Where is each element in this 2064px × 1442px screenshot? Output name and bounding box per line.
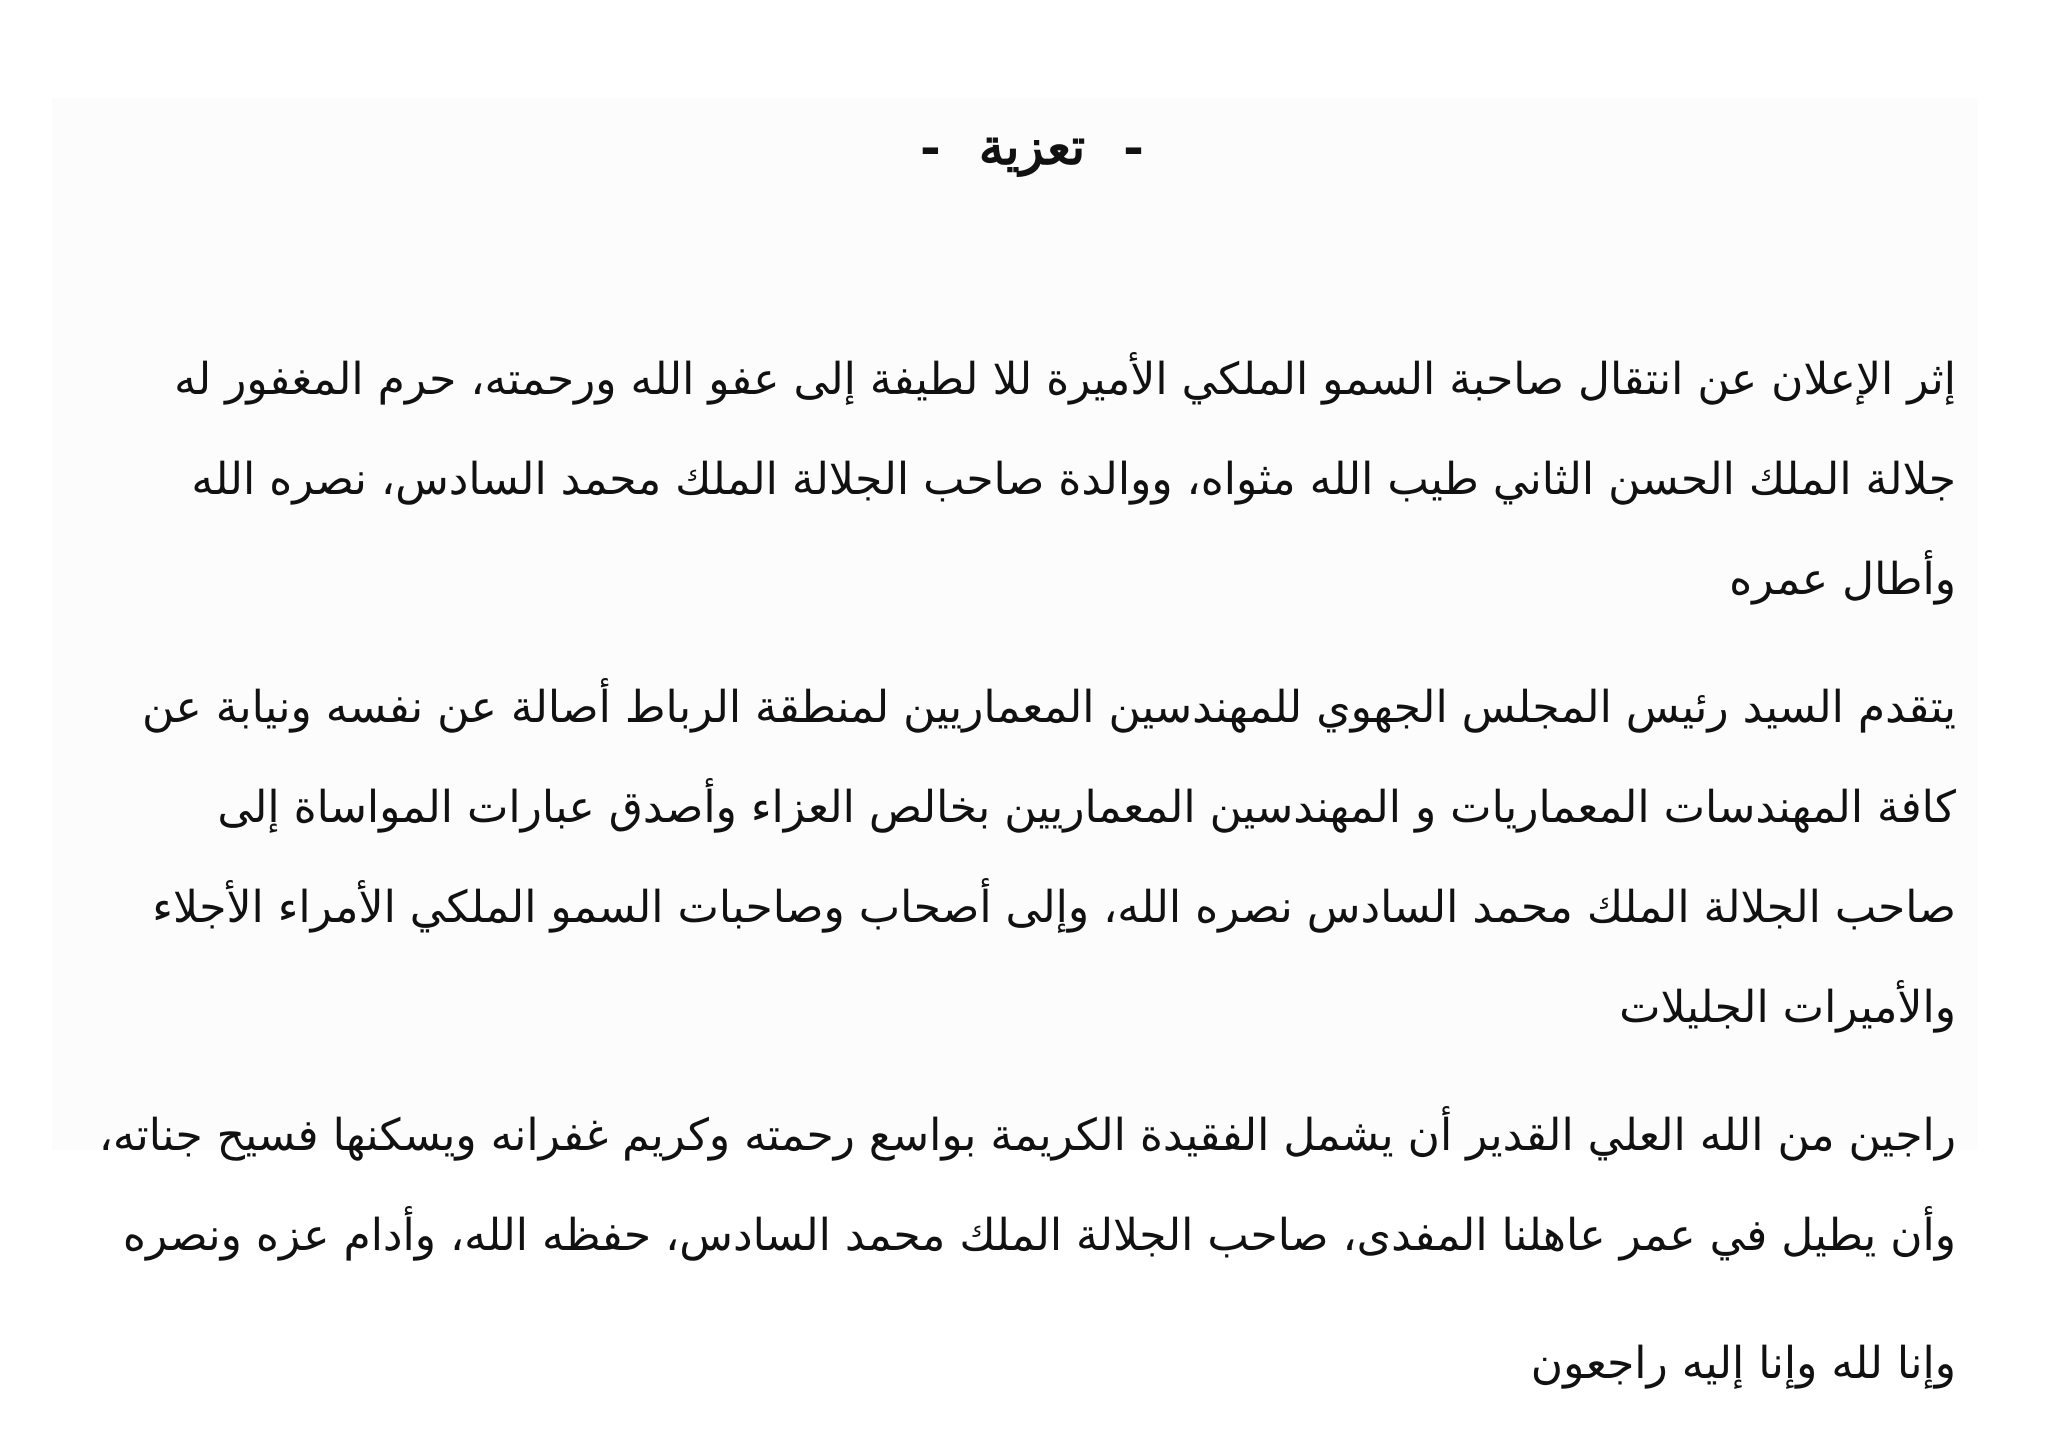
title-text: تعزية — [978, 117, 1086, 176]
title-dash-left: - — [920, 117, 941, 176]
document-body — [90, 330, 1956, 1442]
title-dash-right: - — [1123, 117, 1144, 176]
paragraph-closing: وإنا لله وإنا إليه راجعون — [1530, 1338, 1956, 1389]
paragraph-condolences: يتقدم السيد رئيس المجلس الجهوي للمهندسين المعماريين لمنطقة الرباط أصالة عن نفسه ونيابة عن كافة المهندسات المعماريات و المهندسين المعماريين بخالص العزاء وأصدق عبارات المواساة إلى صاحب الجلالة الملك محمد السادس نصره الله، وإلى أصحاب وصاحبات السمو الملكي الأمراء الأجلاء والأميرات الجليلات — [142, 682, 1956, 1033]
document-title — [0, 112, 2064, 182]
paragraph-prayer: راجين من الله العلي القدير أن يشمل الفقيدة الكريمة بواسع رحمته وكريم غفرانه ويسكنها فسيح جناته، وأن يطيل في عمر عاهلنا المفدى، صاحب الجلالة الملك محمد السادس، حفظه الله، وأدام عزه ونصره — [98, 1110, 1956, 1261]
paragraph-announcement: إثر الإعلان عن انتقال صاحبة السمو الملكي الأميرة للا لطيفة إلى عفو الله ورحمته، حرم المغفور له جلالة الملك الحسن الثاني طيب الله مثواه، ووالدة صاحب الجلالة الملك محمد السادس، نصره الله وأطال عمره — [174, 354, 1956, 605]
